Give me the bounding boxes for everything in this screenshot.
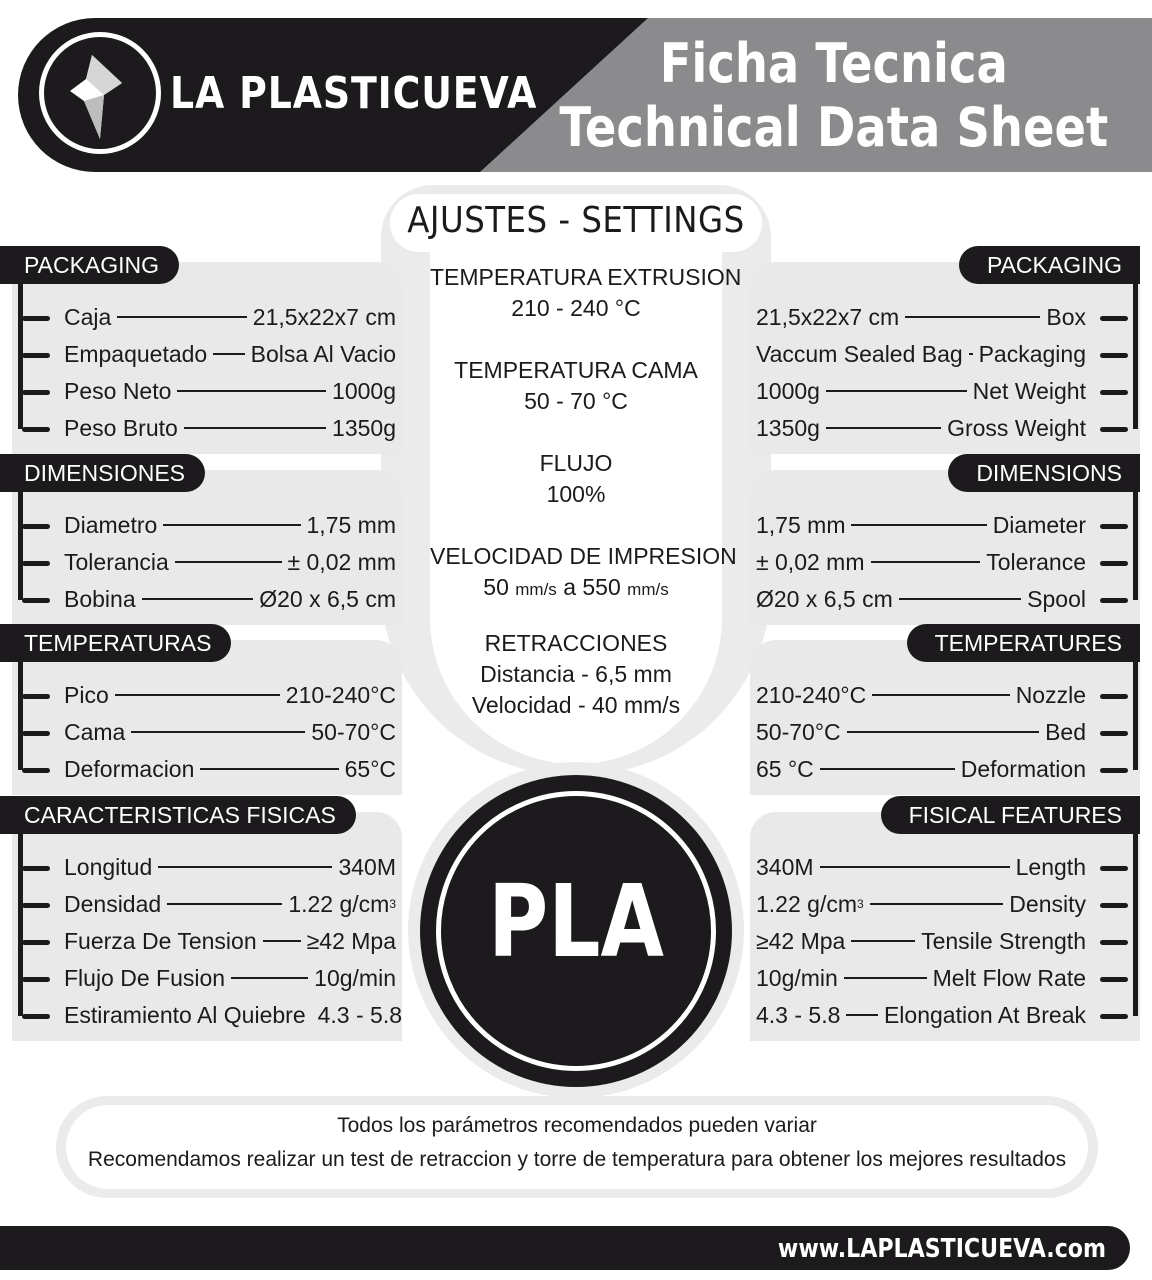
leader-line [117, 316, 246, 318]
spec-name: Tensile Strength [921, 927, 1086, 954]
left-physical-row [64, 924, 396, 958]
right-packaging-row-tick [1100, 427, 1128, 432]
leader-line [115, 694, 280, 696]
right-dimensions-row-tick [1100, 561, 1128, 566]
leader-line [231, 977, 308, 979]
spec-name: Density [1009, 890, 1086, 917]
right-dimensions-row [756, 545, 1086, 579]
spec-value: 4.3 - 5.8 [756, 1001, 841, 1028]
spec-name: Tolerancia [64, 548, 169, 575]
right-temperatures-row-tick [1100, 768, 1128, 773]
left-packaging-row [64, 411, 396, 445]
spec-name: Caja [64, 303, 112, 330]
bed-temperature-label: TEMPERATURA CAMA [454, 357, 698, 383]
leader-line [175, 561, 282, 563]
right-packaging-label: PACKAGING [959, 246, 1140, 284]
print-speed-value [430, 572, 722, 605]
bed-temperature [430, 355, 722, 417]
spec-value: 210-240°C [285, 681, 396, 708]
leader-line [826, 390, 967, 392]
leader-line [870, 903, 1004, 905]
left-packaging-row-tick [22, 390, 50, 395]
right-dimensions-row [756, 582, 1086, 616]
spec-name: Fuerza De Tension [64, 927, 257, 954]
folded-paper-logo-icon [70, 55, 132, 139]
spec-name: Longitud [64, 853, 153, 880]
left-packaging-row [64, 337, 396, 371]
spec-name: Estiramiento Al Quiebre [64, 1001, 306, 1028]
left-physical-row [64, 887, 396, 921]
flow-label: FLUJO [539, 450, 613, 476]
title-block [559, 32, 1108, 160]
right-temperatures-row [756, 715, 1086, 749]
spec-value: 50-70°C [756, 718, 841, 745]
right-physical-row-tick [1100, 866, 1128, 871]
left-physical-row-tick [22, 940, 50, 945]
right-physical-row [756, 961, 1086, 995]
print-speed-unit-2: mm/s [627, 580, 669, 599]
spec-name: Empaquetado [64, 340, 208, 367]
spec-value: 65 °C [756, 755, 814, 782]
leader-line [820, 768, 955, 770]
spec-value: 21,5x22x7 cm [252, 303, 396, 330]
spec-value: 10g/min [756, 964, 838, 991]
spec-name: Deformacion [64, 755, 195, 782]
spec-value: 340M [338, 853, 396, 880]
spec-name: Melt Flow Rate [932, 964, 1086, 991]
right-temperatures-label: TEMPERATURES [907, 624, 1140, 662]
left-physical-row-tick [22, 866, 50, 871]
left-temperatures-label: TEMPERATURAS [0, 624, 231, 662]
note-line-2: Recomendamos realizar un test de retraccion y torre de temperatura para obtener los mejores resultados [87, 1148, 1067, 1171]
left-physical-row [64, 850, 396, 884]
right-temperatures-row-tick [1100, 694, 1128, 699]
leader-line [969, 353, 973, 355]
right-packaging-row-tick [1100, 316, 1128, 321]
leader-line [163, 524, 300, 526]
left-dimensions-row-tick [22, 598, 50, 603]
right-dimensions-row-tick [1100, 524, 1128, 529]
leader-line [899, 598, 1021, 600]
left-packaging-row [64, 300, 396, 334]
left-dimensions-row-tick [22, 561, 50, 566]
left-temperatures-row [64, 715, 396, 749]
left-temperatures-row [64, 752, 396, 786]
left-temperatures-bracket [18, 660, 32, 770]
left-packaging-row-tick [22, 316, 50, 321]
spec-name: Peso Bruto [64, 414, 178, 441]
leader-line [851, 524, 986, 526]
website-link[interactable]: www.LAPLASTICUEVA.com [777, 1234, 1106, 1264]
superscript: 3 [389, 897, 396, 911]
left-dimensions-bracket [18, 490, 32, 600]
leader-line [167, 903, 282, 905]
print-speed-label: VELOCIDAD DE IMPRESION [430, 543, 737, 569]
header [18, 18, 1152, 172]
spec-value: 1.22 g/cm [288, 890, 390, 917]
spec-value: ± 0,02 mm [756, 548, 865, 575]
spec-name: Box [1046, 303, 1086, 330]
spec-name: Diametro [64, 511, 158, 538]
left-dimensions-label: DIMENSIONES [0, 454, 205, 492]
left-dimensions-row [64, 545, 396, 579]
spec-value: Ø20 x 6,5 cm [756, 585, 893, 612]
leader-line [871, 561, 981, 563]
left-packaging-row [64, 374, 396, 408]
brand-logo [39, 32, 161, 154]
left-packaging-row-tick [22, 353, 50, 358]
right-physical-row-tick [1100, 940, 1128, 945]
spec-name: Deformation [960, 755, 1086, 782]
print-speed-joiner: a [563, 574, 576, 600]
left-dimensions-row [64, 582, 396, 616]
left-physical-row [64, 961, 396, 995]
print-speed-unit-1: mm/s [515, 580, 557, 599]
leader-line [847, 731, 1039, 733]
spec-name: Nozzle [1015, 681, 1086, 708]
leader-line [184, 427, 326, 429]
spec-value: ± 0,02 mm [287, 548, 396, 575]
retractions [430, 628, 722, 721]
spec-value: 1350g [332, 414, 396, 441]
right-temperatures-bracket [1124, 660, 1138, 770]
spec-name: Net Weight [972, 377, 1086, 404]
extrusion-temperature [430, 262, 742, 324]
print-speed-min: 50 [483, 574, 509, 600]
right-packaging-row [756, 337, 1086, 371]
leader-line [905, 316, 1040, 318]
leader-line [844, 977, 927, 979]
spec-value: 1.22 g/cm [756, 890, 857, 917]
leader-line [826, 427, 941, 429]
spec-name: Bobina [64, 585, 136, 612]
material-name: PLA [488, 863, 664, 980]
superscript: 3 [857, 897, 864, 911]
leader-line [200, 768, 338, 770]
leader-line [846, 1014, 878, 1016]
spec-name: Elongation At Break [883, 1001, 1086, 1028]
right-dimensions-row-tick [1100, 598, 1128, 603]
left-temperatures-row-tick [22, 768, 50, 773]
spec-name: Length [1015, 853, 1086, 880]
spec-name: Packaging [978, 340, 1086, 367]
left-packaging-label: PACKAGING [0, 246, 179, 284]
right-packaging-row [756, 300, 1086, 334]
title-spanish: Ficha Tecnica [659, 32, 1008, 95]
leader-line [131, 731, 305, 733]
note-line-1: Todos los parámetros recomendados pueden variar [337, 1114, 817, 1137]
left-temperatures-row-tick [22, 694, 50, 699]
print-speed-max: 550 [582, 574, 621, 600]
brand-name: LA PLASTICUEVA [170, 68, 538, 119]
spec-value: ≥42 Mpa [756, 927, 846, 954]
left-physical-row-tick [22, 903, 50, 908]
title-english: Technical Data Sheet [559, 96, 1108, 159]
right-physical-row [756, 998, 1086, 1032]
spec-name: Peso Neto [64, 377, 172, 404]
spec-name: Gross Weight [947, 414, 1086, 441]
leader-line [213, 353, 244, 355]
left-temperatures-row [64, 678, 396, 712]
right-dimensions-bracket [1124, 490, 1138, 600]
leader-line [820, 866, 1010, 868]
right-physical-row [756, 924, 1086, 958]
right-physical-row-tick [1100, 977, 1128, 982]
right-temperatures-row-tick [1100, 731, 1128, 736]
spec-name: Spool [1027, 585, 1086, 612]
extrusion-temperature-label: TEMPERATURA EXTRUSION [430, 264, 742, 290]
left-packaging-row-tick [22, 427, 50, 432]
spec-value: Vaccum Sealed Bag [756, 340, 963, 367]
retractions-label: RETRACCIONES [484, 630, 668, 656]
spec-value: ≥42 Mpa [306, 927, 396, 954]
spec-value: 1,75 mm [756, 511, 846, 538]
spec-value: Ø20 x 6,5 cm [259, 585, 396, 612]
left-dimensions-row-tick [22, 524, 50, 529]
spec-name: Cama [64, 718, 126, 745]
retraction-distance: Distancia - 6,5 mm [480, 661, 672, 687]
right-packaging-row [756, 411, 1086, 445]
leader-line [263, 940, 301, 942]
spec-name: Diameter [992, 511, 1086, 538]
right-temperatures-row [756, 678, 1086, 712]
spec-value: 21,5x22x7 cm [756, 303, 900, 330]
extrusion-temperature-value: 210 - 240 °C [511, 295, 641, 321]
spec-value: 65°C [344, 755, 396, 782]
left-physical-label: CARACTERISTICAS FISICAS [0, 796, 356, 834]
retraction-speed: Velocidad - 40 mm/s [471, 692, 681, 718]
right-dimensions-label: DIMENSIONS [948, 454, 1140, 492]
spec-name: Flujo De Fusion [64, 964, 226, 991]
left-physical-bracket [18, 832, 32, 1016]
spec-value: 340M [756, 853, 814, 880]
spec-value: 1350g [756, 414, 820, 441]
print-speed [430, 541, 737, 605]
left-physical-row-tick [22, 1014, 50, 1019]
left-physical-row-tick [22, 977, 50, 982]
left-dimensions-row [64, 508, 396, 542]
leader-line [158, 866, 332, 868]
spec-value: 1000g [756, 377, 820, 404]
spec-value: 1,75 mm [306, 511, 396, 538]
bed-temperature-value: 50 - 70 °C [524, 388, 628, 414]
left-temperatures-row-tick [22, 731, 50, 736]
leader-line [177, 390, 326, 392]
spec-name: Bed [1045, 718, 1086, 745]
spec-value: 4.3 - 5.8 [317, 1001, 403, 1028]
spec-value: 50-70°C [311, 718, 396, 745]
spec-name: Tolerance [986, 548, 1086, 575]
right-packaging-row-tick [1100, 390, 1128, 395]
settings-title: AJUSTES - SETTINGS [407, 200, 745, 241]
spec-name: Densidad [64, 890, 162, 917]
leader-line [872, 694, 1009, 696]
left-physical-row [64, 998, 403, 1032]
right-physical-row [756, 887, 1086, 921]
right-physical-bracket [1124, 832, 1138, 1016]
flow-setting [430, 448, 722, 510]
right-packaging-row-tick [1100, 353, 1128, 358]
right-temperatures-row [756, 752, 1086, 786]
right-physical-label: FISICAL FEATURES [881, 796, 1140, 834]
spec-value: Bolsa Al Vacio [250, 340, 396, 367]
right-physical-row-tick [1100, 903, 1128, 908]
right-packaging-row [756, 374, 1086, 408]
right-dimensions-row [756, 508, 1086, 542]
right-physical-row-tick [1100, 1014, 1128, 1019]
leader-line [142, 598, 254, 600]
right-physical-row [756, 850, 1086, 884]
spec-value: 1000g [332, 377, 396, 404]
flow-value: 100% [546, 481, 606, 507]
leader-line [851, 940, 915, 942]
spec-value: 10g/min [314, 964, 396, 991]
spec-name: Pico [64, 681, 109, 708]
spec-value: 210-240°C [756, 681, 867, 708]
